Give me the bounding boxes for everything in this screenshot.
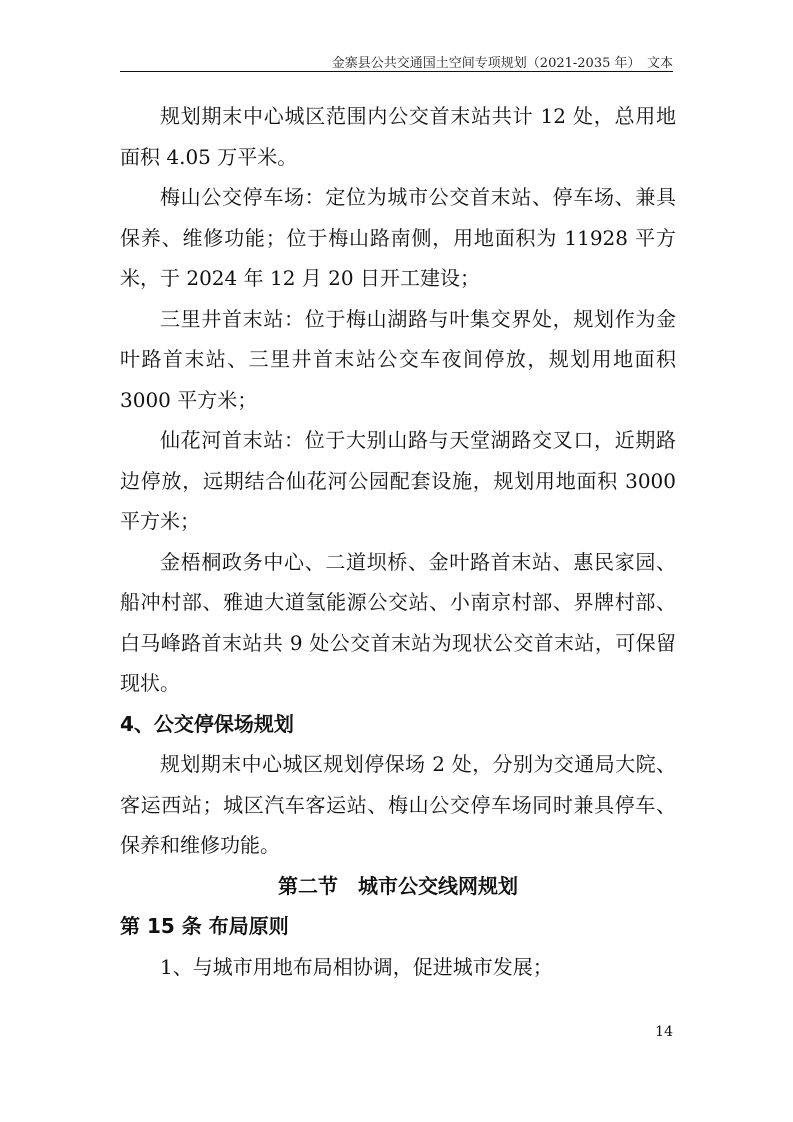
paragraph-existing-terminals: 金梧桐政务中心、二道坝桥、金叶路首末站、惠民家园、船冲村部、雅迪大道氢能源公交站、小南京村部、界牌村部、白马峰路首末站共 9 处公交首末站为现状公交首末站，可保留现状。 — [120, 549, 676, 695]
paragraph-sanlijing-terminal: 三里井首末站：位于梅山湖路与叶集交界处，规划作为金叶路首末站、三里井首末站公交车夜间停放，规划用地面积 3000 平方米； — [120, 306, 676, 412]
article-title: 第 15 条 布局原则 — [120, 914, 289, 938]
paragraph-xianhuahe-terminal: 仙花河首末站：位于大别山路与天堂湖路交叉口，近期路边停放，远期结合仙花河公园配套设施，规划用地面积 3000 平方米； — [120, 428, 676, 533]
section-title: 第二节 城市公交线网规划 — [278, 873, 518, 898]
paragraph-bus-terminals-total: 规划期末中心城区范围内公交首末站共计 12 处，总用地面积 4.05 万平米。 — [120, 104, 676, 169]
paragraph-principle-1: 1、与城市用地布局相协调，促进城市发展； — [160, 954, 553, 979]
header-rule — [120, 71, 673, 72]
heading-depot-planning: 4、公交停保场规划 — [120, 711, 294, 736]
document-body — [120, 96, 676, 987]
page-number: 14 — [655, 1024, 673, 1040]
paragraph-depot-planning: 规划期末中心城区规划停保场 2 处，分别为交通局大院、客运西站；城区汽车客运站、梅山公交停车场同时兼具停车、保养和维修功能。 — [120, 752, 676, 857]
running-header: 金寨县公共交通国土空间专项规划（2021-2035 年） 文本 — [331, 56, 673, 71]
paragraph-meishan-depot: 梅山公交停车场：定位为城市公交首末站、停车场、兼具保养、维修功能；位于梅山路南侧，用地面积为 11928 平方米，于 2024 年 12 月 20 日开工建设； — [120, 185, 676, 290]
